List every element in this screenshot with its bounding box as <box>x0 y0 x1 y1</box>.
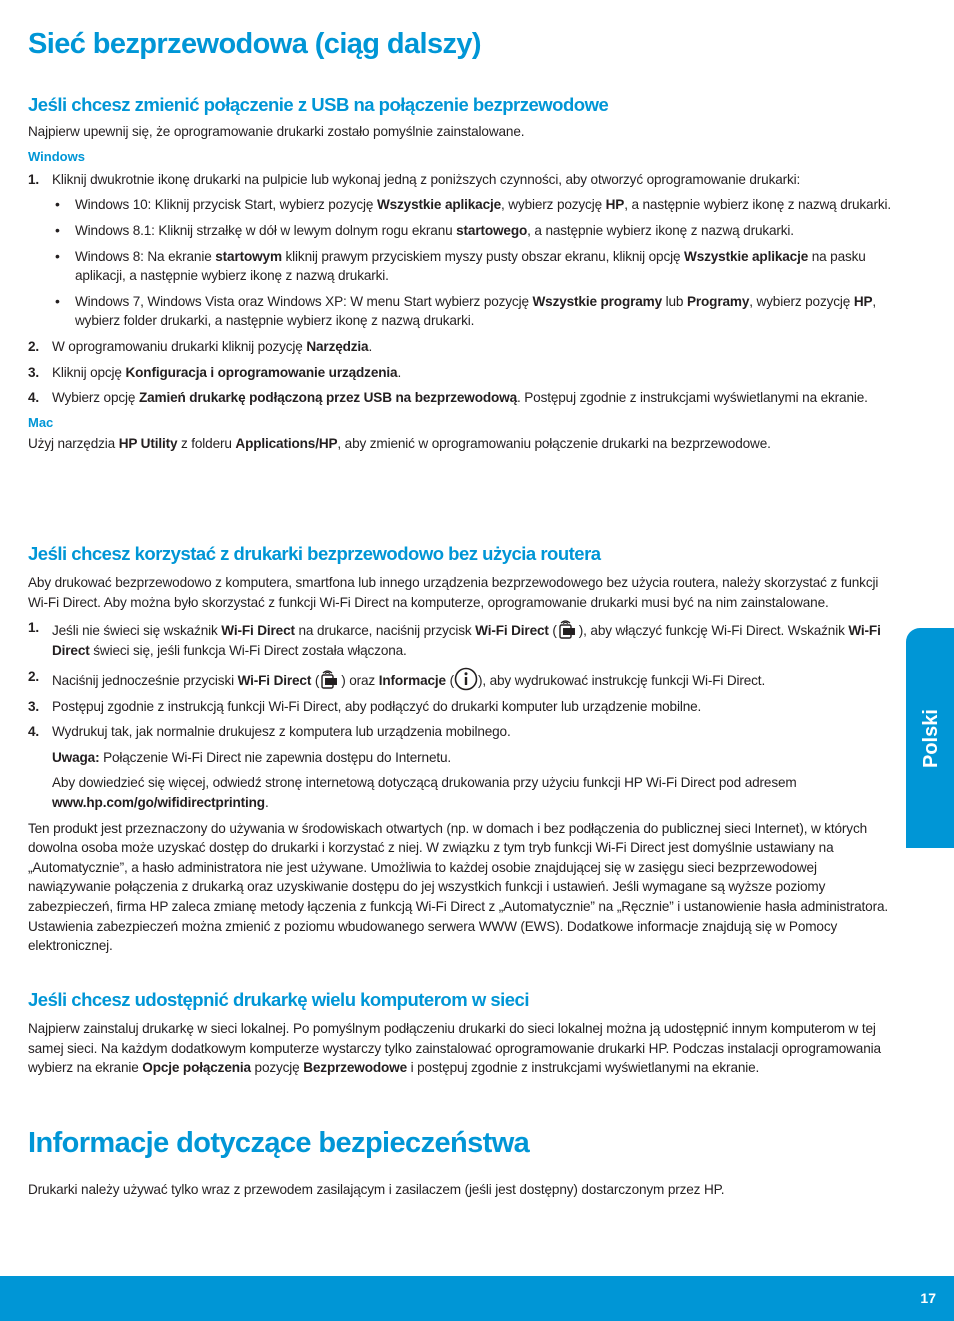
intro-text: Aby drukować bezprzewodowo z komputera, smartfona lub innego urządzenia bezprzewodowego bez użycia routera, należy skorzystać z funkcji Wi-Fi Direct. Aby można było skorzystać z funkcji Wi-Fi Direct na komputerze, oprogramowanie drukarki musi być na nim zainstalowane. <box>28 575 879 610</box>
step-item: 2. W oprogramowaniu drukarki kliknij pozycję Narzędzia. <box>28 337 896 357</box>
step-number: 2. <box>28 668 40 684</box>
bullet-item: • Windows 7, Windows Vista oraz Windows XP: W menu Start wybierz pozycję Wszystkie programy lub Programy, wybierz pozycję HP, wybierz folder drukarki, a następnie wybierz ikonę z nazwą drukarki. <box>52 292 896 331</box>
step-number: 4. <box>28 724 40 740</box>
step-number: 3. <box>28 364 40 380</box>
bullet-item: • Windows 10: Kliknij przycisk Start, wybierz pozycję Wszystkie aplikacje, wybierz pozycję HP, a następnie wybierz ikonę z nazwą drukarki. <box>52 195 896 215</box>
bullet-item: • Windows 8.1: Kliknij strzałkę w dół w lewym dolnym rogu ekranu startowego, a następnie wybierz ikonę z nazwą drukarki. <box>52 221 896 241</box>
safety-text: Drukarki należy używać tylko wraz z przewodem zasilającym i zasilaczem (jeśli jest dostępny) dostarczonym przez HP. <box>28 1182 725 1197</box>
bullet-item: • Windows 8: Na ekranie startowym kliknij prawym przyciskiem myszy pusty obszar ekranu, kliknij opcję Wszystkie aplikacje na pasku aplikacji, a następnie wybierz ikonę z nazwą drukarki. <box>52 247 896 286</box>
windows-subheading: Windows <box>28 148 85 164</box>
step-number: 2. <box>28 338 40 354</box>
page-number: 17 <box>920 1290 936 1306</box>
section-heading: Jeśli chcesz udostępnić drukarkę wielu komputerom w sieci <box>28 989 529 1010</box>
section-share-printer <box>28 989 896 1078</box>
wifi-direct-icon <box>319 668 341 690</box>
step-item: 1. Jeśli nie świeci się wskaźnik Wi-Fi Direct na drukarce, naciśnij przycisk Wi-Fi Direct ( ), aby włączyć funkcję Wi-Fi Direct. Wskaźnik Wi-Fi Direct świeci się, jeśli funkcja Wi-Fi Direct została włączona. <box>28 620 881 658</box>
wifi-direct-steps <box>28 618 896 812</box>
wifi-direct-icon <box>557 618 579 640</box>
windows-steps <box>28 170 896 408</box>
step-number: 4. <box>28 390 40 406</box>
mac-text: Użyj narzędzia HP Utility z folderu Applications/HP, aby zmienić w oprogramowaniu połączenie drukarki na bezprzewodowe. <box>28 435 771 451</box>
step-item: 2. Naciśnij jednocześnie przyciski Wi-Fi Direct ( ) oraz Informacje ( ), aby wydrukować instrukcję funkcji Wi-Fi Direct. <box>28 667 896 691</box>
step-number: 1. <box>28 171 40 187</box>
security-paragraph: Ten produkt jest przeznaczony do używania w środowiskach otwartych (np. w domach i bez podłączenia do publicznej sieci Internet), w których dowolna osoba może uzyskać dostęp do drukarki i korzystać z niej. W związku z tym tryb funkcji Wi-Fi Direct jest domyślnie ustawiany na „Automatycznie”, a hasło administratora nie jest używane. Umożliwia to każdej osobie znajdującej się w zasięgu sieci bezprzewodowej nawiązywanie połączenia z drukarką oraz uzyskiwanie dostępu do jej wszystkich funkcji i ustawień. Jeśli wymagane są wyższe poziomy zabezpieczeń, firma HP zaleca zmianę metody łączenia z funkcją Wi-Fi Direct z „Automatycznie” na „Ręcznie” i ustanowienie hasła administratora. Ustawienia zabezpieczeń można zmienić z poziomu wbudowanego serwera WWW (EWS). Dodatkowe informacje znajdują się w Pomocy elektronicznej. <box>28 820 888 954</box>
bullet-list <box>52 195 896 331</box>
step-text: Kliknij dwukrotnie ikonę drukarki na pulpicie lub wykonaj jedną z poniższych czynności, aby otworzyć oprogramowanie drukarki: <box>52 171 801 187</box>
step-item <box>28 170 896 331</box>
section-wifi-direct <box>28 543 896 956</box>
page-title: Sieć bezprzewodowa (ciąg dalszy) <box>28 28 481 60</box>
safety-title: Informacje dotyczące bezpieczeństwa <box>28 1127 530 1159</box>
step-item: 3. Postępuj zgodnie z instrukcją funkcji Wi-Fi Direct, aby podłączyć do drukarki komputer lub urządzenie mobilne. <box>28 697 896 717</box>
language-tab: Polski <box>906 628 954 848</box>
wifi-direct-url[interactable]: www.hp.com/go/wifidirectprinting <box>52 794 265 810</box>
step-item: 4. Wybierz opcję Zamień drukarkę podłączoną przez USB na bezprzewodową. Postępuj zgodnie z instrukcjami wyświetlanymi na ekranie. <box>28 388 896 408</box>
more-info-text: Aby dowiedzieć się więcej, odwiedź stronę internetową dotyczącą drukowania przy użyciu funkcji HP Wi-Fi Direct pod adresem www.hp.com/go/wifidirectprinting. <box>52 775 797 810</box>
step-item: 3. Kliknij opcję Konfiguracja i oprogramowanie urządzenia. <box>28 363 896 383</box>
info-icon <box>454 667 478 691</box>
mac-subheading: Mac <box>28 414 54 430</box>
section-heading: Jeśli chcesz zmienić połączenie z USB na połączenie bezprzewodowe <box>28 94 609 115</box>
step-number: 1. <box>28 620 40 636</box>
share-text: Najpierw zainstaluj drukarkę w sieci lokalnej. Po pomyślnym podłączeniu drukarki do sieci lokalnej można ją udostępnić innym komputerom w tej samej sieci. Na każdym dodatkowym komputerze wystarczy tylko zainstalować oprogramowanie drukarki HP. Podczas instalacji oprogramowania wybierz na ekranie Opcje połączenia pozycję Bezprzewodowe i postępuj zgodnie z instrukcjami wyświetlanymi na ekranie. <box>28 1021 881 1076</box>
section-heading: Jeśli chcesz korzystać z drukarki bezprzewodowo bez użycia routera <box>28 543 601 564</box>
intro-text: Najpierw upewnij się, że oprogramowanie drukarki zostało pomyślnie zainstalowane. <box>28 124 525 140</box>
step-number: 3. <box>28 698 40 714</box>
step-item: 4. Wydrukuj tak, jak normalnie drukujesz z komputera lub urządzenia mobilnego. Uwaga: Połączenie Wi-Fi Direct nie zapewnia dostępu do Internetu. Aby dowiedzieć się więcej, odwiedź stronę internetową dotyczącą drukowania przy użyciu funkcji HP Wi-Fi Direct pod adresem www.hp.com/go/wifidirectprinting. <box>28 722 896 812</box>
footer-bar <box>0 1276 954 1321</box>
section-usb-to-wireless <box>28 94 896 453</box>
note-text: Uwaga: Połączenie Wi-Fi Direct nie zapewnia dostępu do Internetu. <box>52 749 452 765</box>
